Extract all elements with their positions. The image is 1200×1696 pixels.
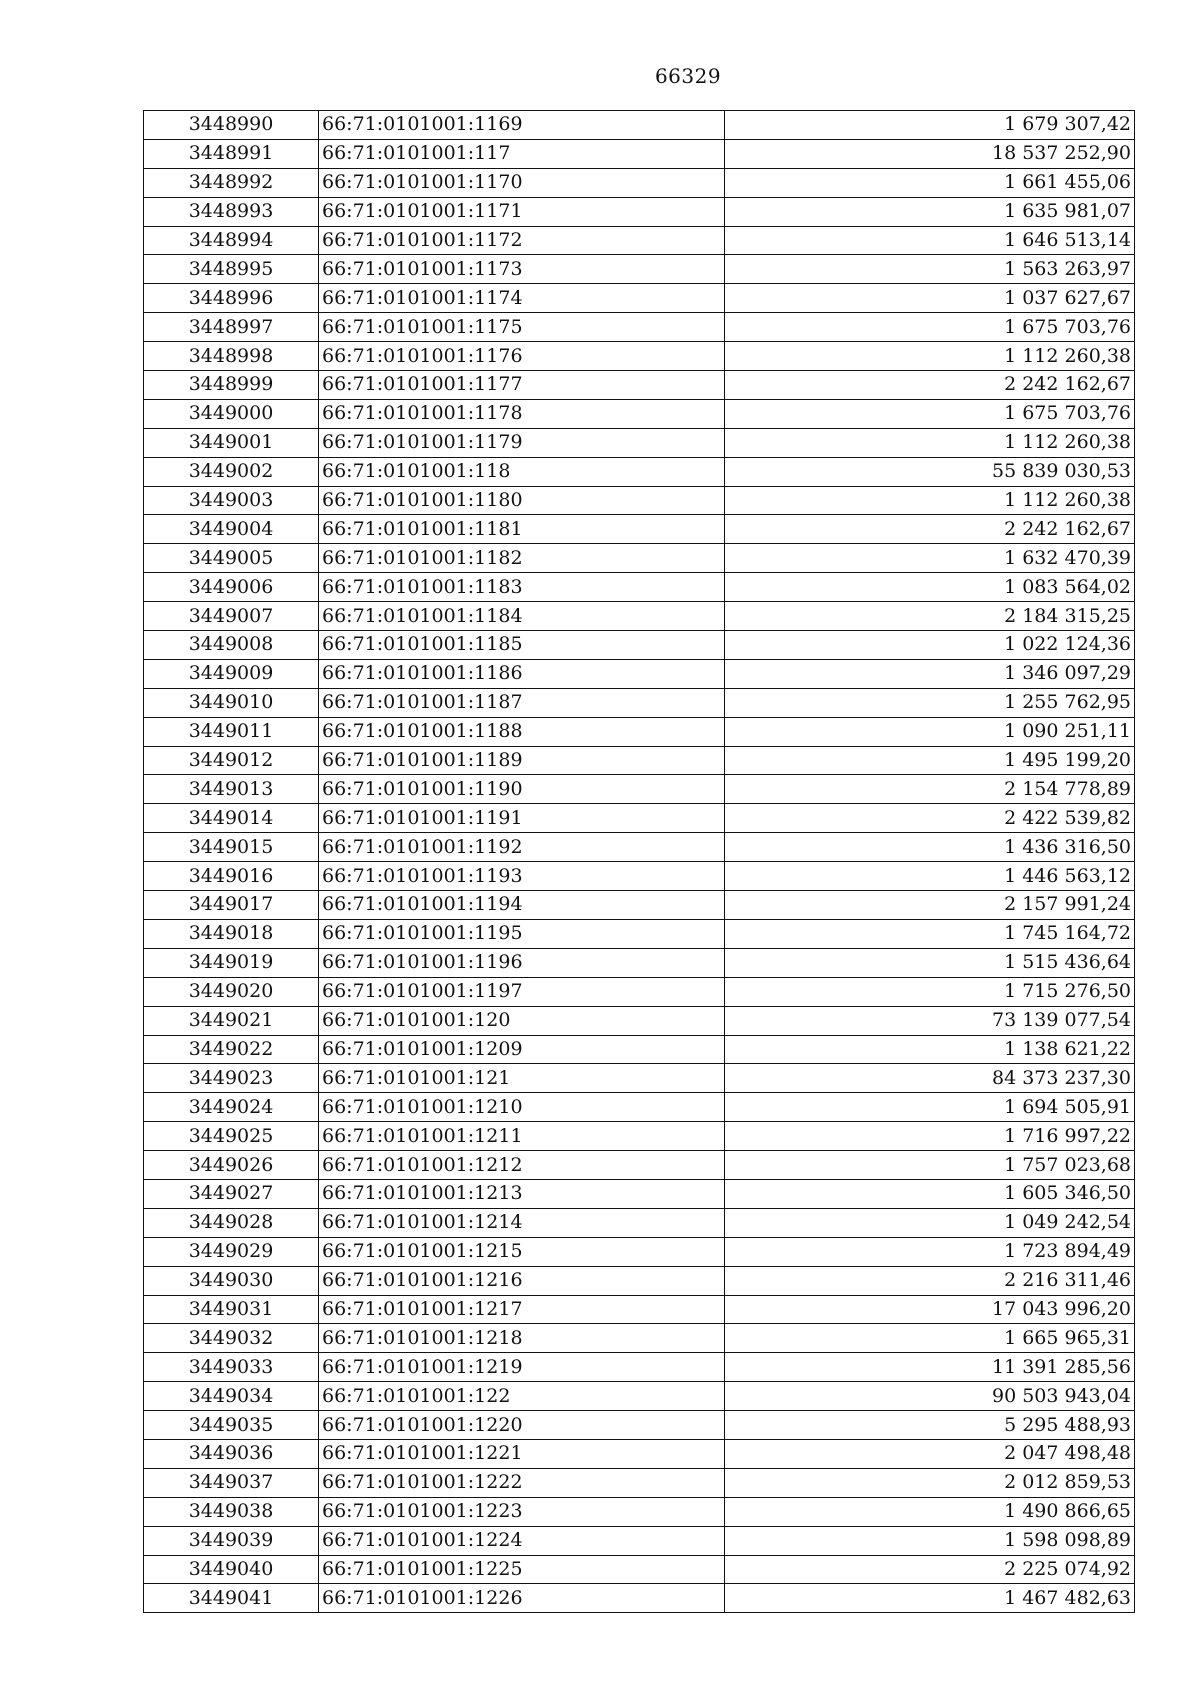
cadastral-value-cell: 1 605 346,50 [725,1179,1135,1208]
table-row [144,1295,1135,1324]
row-number-cell: 3448997 [144,313,319,342]
table-row [144,255,1135,284]
cadastral-value-cell: 1 112 260,38 [725,342,1135,371]
table-body [144,111,1135,1613]
table-row [144,399,1135,428]
table-row [144,1151,1135,1180]
row-number-cell: 3449002 [144,457,319,486]
row-number-cell: 3449021 [144,1006,319,1035]
cadastral-number-cell: 66:71:0101001:1214 [319,1208,725,1237]
table-row [144,1064,1135,1093]
table-row [144,775,1135,804]
cadastral-number-cell: 66:71:0101001:118 [319,457,725,486]
cadastral-value-cell: 1 716 997,22 [725,1122,1135,1151]
cadastral-number-cell: 66:71:0101001:1218 [319,1324,725,1353]
table-row [144,1093,1135,1122]
cadastral-value-cell: 1 037 627,67 [725,284,1135,313]
cadastral-number-cell: 66:71:0101001:120 [319,1006,725,1035]
table-row [144,948,1135,977]
cadastral-value-cell: 11 391 285,56 [725,1353,1135,1382]
cadastral-value-cell: 1 563 263,97 [725,255,1135,284]
row-number-cell: 3448999 [144,371,319,400]
table-row [144,717,1135,746]
table-row [144,1324,1135,1353]
cadastral-number-cell: 66:71:0101001:1213 [319,1179,725,1208]
row-number-cell: 3449019 [144,948,319,977]
row-number-cell: 3448991 [144,139,319,168]
cadastral-number-cell: 66:71:0101001:1223 [319,1497,725,1526]
table-row [144,1555,1135,1584]
table-row [144,1411,1135,1440]
cadastral-number-cell: 66:71:0101001:122 [319,1382,725,1411]
cadastral-value-cell: 1 694 505,91 [725,1093,1135,1122]
row-number-cell: 3449022 [144,1035,319,1064]
table-row [144,1439,1135,1468]
cadastral-number-cell: 66:71:0101001:1217 [319,1295,725,1324]
table-row [144,313,1135,342]
cadastral-number-cell: 66:71:0101001:1197 [319,977,725,1006]
cadastral-value-cell: 2 047 498,48 [725,1439,1135,1468]
cadastral-value-cell: 1 112 260,38 [725,486,1135,515]
row-number-cell: 3449036 [144,1439,319,1468]
table-row [144,1526,1135,1555]
table-row [144,139,1135,168]
table-row [144,746,1135,775]
cadastral-value-cell: 1 022 124,36 [725,631,1135,660]
row-number-cell: 3449025 [144,1122,319,1151]
table-row [144,1122,1135,1151]
cadastral-value-table [143,110,1135,1613]
table-row [144,226,1135,255]
row-number-cell: 3448993 [144,197,319,226]
cadastral-value-cell: 2 422 539,82 [725,804,1135,833]
table-row [144,833,1135,862]
cadastral-value-cell: 1 661 455,06 [725,168,1135,197]
table-row [144,804,1135,833]
row-number-cell: 3449035 [144,1411,319,1440]
row-number-cell: 3449016 [144,862,319,891]
row-number-cell: 3449012 [144,746,319,775]
cadastral-number-cell: 66:71:0101001:1194 [319,891,725,920]
cadastral-number-cell: 66:71:0101001:1220 [319,1411,725,1440]
table-row [144,919,1135,948]
cadastral-value-cell: 1 112 260,38 [725,428,1135,457]
table-row [144,342,1135,371]
table-row [144,688,1135,717]
cadastral-value-cell: 1 757 023,68 [725,1151,1135,1180]
table-row [144,1353,1135,1382]
cadastral-value-cell: 1 138 621,22 [725,1035,1135,1064]
cadastral-number-cell: 66:71:0101001:1193 [319,862,725,891]
cadastral-number-cell: 66:71:0101001:1185 [319,631,725,660]
row-number-cell: 3448994 [144,226,319,255]
cadastral-number-cell: 66:71:0101001:1221 [319,1439,725,1468]
table-row [144,284,1135,313]
cadastral-value-cell: 1 715 276,50 [725,977,1135,1006]
cadastral-value-cell: 2 242 162,67 [725,515,1135,544]
cadastral-value-cell: 2 225 074,92 [725,1555,1135,1584]
cadastral-number-cell: 66:71:0101001:1177 [319,371,725,400]
cadastral-number-cell: 66:71:0101001:1179 [319,428,725,457]
row-number-cell: 3449005 [144,544,319,573]
cadastral-value-cell: 1 490 866,65 [725,1497,1135,1526]
table-row [144,1179,1135,1208]
row-number-cell: 3449000 [144,399,319,428]
cadastral-number-cell: 66:71:0101001:1175 [319,313,725,342]
cadastral-value-cell: 1 515 436,64 [725,948,1135,977]
cadastral-number-cell: 66:71:0101001:1187 [319,688,725,717]
table-row [144,1208,1135,1237]
cadastral-value-cell: 1 446 563,12 [725,862,1135,891]
table-row [144,544,1135,573]
cadastral-number-cell: 66:71:0101001:1192 [319,833,725,862]
cadastral-value-cell: 1 665 965,31 [725,1324,1135,1353]
cadastral-value-cell: 1 495 199,20 [725,746,1135,775]
cadastral-number-cell: 66:71:0101001:1186 [319,659,725,688]
cadastral-number-cell: 66:71:0101001:1183 [319,573,725,602]
row-number-cell: 3449003 [144,486,319,515]
cadastral-number-cell: 66:71:0101001:1211 [319,1122,725,1151]
table-row [144,659,1135,688]
row-number-cell: 3448996 [144,284,319,313]
row-number-cell: 3449026 [144,1151,319,1180]
cadastral-value-cell: 1 635 981,07 [725,197,1135,226]
cadastral-value-cell: 2 154 778,89 [725,775,1135,804]
table-row [144,1035,1135,1064]
cadastral-number-cell: 66:71:0101001:1212 [319,1151,725,1180]
table-row [144,111,1135,140]
row-number-cell: 3449040 [144,1555,319,1584]
table-row [144,891,1135,920]
row-number-cell: 3448995 [144,255,319,284]
cadastral-number-cell: 66:71:0101001:117 [319,139,725,168]
row-number-cell: 3449009 [144,659,319,688]
table-row [144,168,1135,197]
row-number-cell: 3449039 [144,1526,319,1555]
cadastral-value-cell: 17 043 996,20 [725,1295,1135,1324]
cadastral-value-cell: 5 295 488,93 [725,1411,1135,1440]
cadastral-value-cell: 1 675 703,76 [725,399,1135,428]
page-number: 66329 [654,64,722,88]
cadastral-number-cell: 66:71:0101001:1191 [319,804,725,833]
cadastral-number-cell: 66:71:0101001:1172 [319,226,725,255]
cadastral-number-cell: 66:71:0101001:1196 [319,948,725,977]
row-number-cell: 3449030 [144,1266,319,1295]
row-number-cell: 3448990 [144,111,319,140]
row-number-cell: 3449007 [144,602,319,631]
row-number-cell: 3449032 [144,1324,319,1353]
row-number-cell: 3449027 [144,1179,319,1208]
cadastral-value-cell: 1 255 762,95 [725,688,1135,717]
table-row [144,602,1135,631]
row-number-cell: 3449018 [144,919,319,948]
row-number-cell: 3449008 [144,631,319,660]
table-row [144,1468,1135,1497]
cadastral-number-cell: 66:71:0101001:1210 [319,1093,725,1122]
table-row [144,1237,1135,1266]
cadastral-number-cell: 66:71:0101001:1170 [319,168,725,197]
cadastral-number-cell: 66:71:0101001:1226 [319,1584,725,1613]
row-number-cell: 3449028 [144,1208,319,1237]
row-number-cell: 3449015 [144,833,319,862]
row-number-cell: 3449010 [144,688,319,717]
cadastral-value-cell: 2 216 311,46 [725,1266,1135,1295]
cadastral-value-cell: 1 598 098,89 [725,1526,1135,1555]
row-number-cell: 3449006 [144,573,319,602]
cadastral-value-cell: 1 632 470,39 [725,544,1135,573]
cadastral-value-cell: 55 839 030,53 [725,457,1135,486]
table-row [144,631,1135,660]
cadastral-value-cell: 18 537 252,90 [725,139,1135,168]
cadastral-number-cell: 66:71:0101001:1178 [319,399,725,428]
cadastral-number-cell: 66:71:0101001:1184 [319,602,725,631]
table-row [144,457,1135,486]
table-row [144,1266,1135,1295]
table-row [144,515,1135,544]
row-number-cell: 3449034 [144,1382,319,1411]
cadastral-number-cell: 66:71:0101001:1169 [319,111,725,140]
table-row [144,371,1135,400]
cadastral-number-cell: 66:71:0101001:1209 [319,1035,725,1064]
cadastral-number-cell: 66:71:0101001:1180 [319,486,725,515]
cadastral-number-cell: 66:71:0101001:1181 [319,515,725,544]
cadastral-value-cell: 1 467 482,63 [725,1584,1135,1613]
cadastral-value-cell: 2 012 859,53 [725,1468,1135,1497]
cadastral-number-cell: 66:71:0101001:1195 [319,919,725,948]
table-row [144,428,1135,457]
cadastral-value-cell: 84 373 237,30 [725,1064,1135,1093]
cadastral-number-cell: 66:71:0101001:1171 [319,197,725,226]
table-row [144,1006,1135,1035]
table-row [144,1382,1135,1411]
row-number-cell: 3449011 [144,717,319,746]
row-number-cell: 3449001 [144,428,319,457]
cadastral-number-cell: 66:71:0101001:1174 [319,284,725,313]
row-number-cell: 3449014 [144,804,319,833]
cadastral-value-cell: 1 083 564,02 [725,573,1135,602]
cadastral-value-cell: 1 090 251,11 [725,717,1135,746]
row-number-cell: 3449017 [144,891,319,920]
cadastral-value-cell: 1 049 242,54 [725,1208,1135,1237]
cadastral-number-cell: 66:71:0101001:1190 [319,775,725,804]
cadastral-value-cell: 1 723 894,49 [725,1237,1135,1266]
cadastral-number-cell: 66:71:0101001:1189 [319,746,725,775]
table-row [144,1584,1135,1613]
table-row [144,486,1135,515]
row-number-cell: 3449024 [144,1093,319,1122]
cadastral-number-cell: 66:71:0101001:1188 [319,717,725,746]
cadastral-number-cell: 66:71:0101001:1182 [319,544,725,573]
cadastral-number-cell: 66:71:0101001:1219 [319,1353,725,1382]
row-number-cell: 3449013 [144,775,319,804]
row-number-cell: 3448998 [144,342,319,371]
cadastral-number-cell: 66:71:0101001:1216 [319,1266,725,1295]
cadastral-value-cell: 1 679 307,42 [725,111,1135,140]
cadastral-number-cell: 66:71:0101001:1222 [319,1468,725,1497]
cadastral-value-cell: 90 503 943,04 [725,1382,1135,1411]
table-row [144,977,1135,1006]
row-number-cell: 3449033 [144,1353,319,1382]
row-number-cell: 3449020 [144,977,319,1006]
row-number-cell: 3449004 [144,515,319,544]
row-number-cell: 3449029 [144,1237,319,1266]
row-number-cell: 3449037 [144,1468,319,1497]
table-row [144,1497,1135,1526]
cadastral-value-cell: 73 139 077,54 [725,1006,1135,1035]
cadastral-number-cell: 66:71:0101001:1224 [319,1526,725,1555]
cadastral-value-cell: 2 184 315,25 [725,602,1135,631]
cadastral-value-cell: 1 745 164,72 [725,919,1135,948]
cadastral-number-cell: 66:71:0101001:1215 [319,1237,725,1266]
row-number-cell: 3448992 [144,168,319,197]
table-row [144,862,1135,891]
row-number-cell: 3449038 [144,1497,319,1526]
table-row [144,197,1135,226]
table-row [144,573,1135,602]
cadastral-number-cell: 66:71:0101001:121 [319,1064,725,1093]
cadastral-value-cell: 1 646 513,14 [725,226,1135,255]
cadastral-number-cell: 66:71:0101001:1176 [319,342,725,371]
row-number-cell: 3449023 [144,1064,319,1093]
cadastral-value-cell: 2 157 991,24 [725,891,1135,920]
cadastral-number-cell: 66:71:0101001:1225 [319,1555,725,1584]
row-number-cell: 3449031 [144,1295,319,1324]
cadastral-value-cell: 1 346 097,29 [725,659,1135,688]
cadastral-number-cell: 66:71:0101001:1173 [319,255,725,284]
cadastral-value-cell: 2 242 162,67 [725,371,1135,400]
row-number-cell: 3449041 [144,1584,319,1613]
cadastral-value-cell: 1 436 316,50 [725,833,1135,862]
cadastral-value-cell: 1 675 703,76 [725,313,1135,342]
